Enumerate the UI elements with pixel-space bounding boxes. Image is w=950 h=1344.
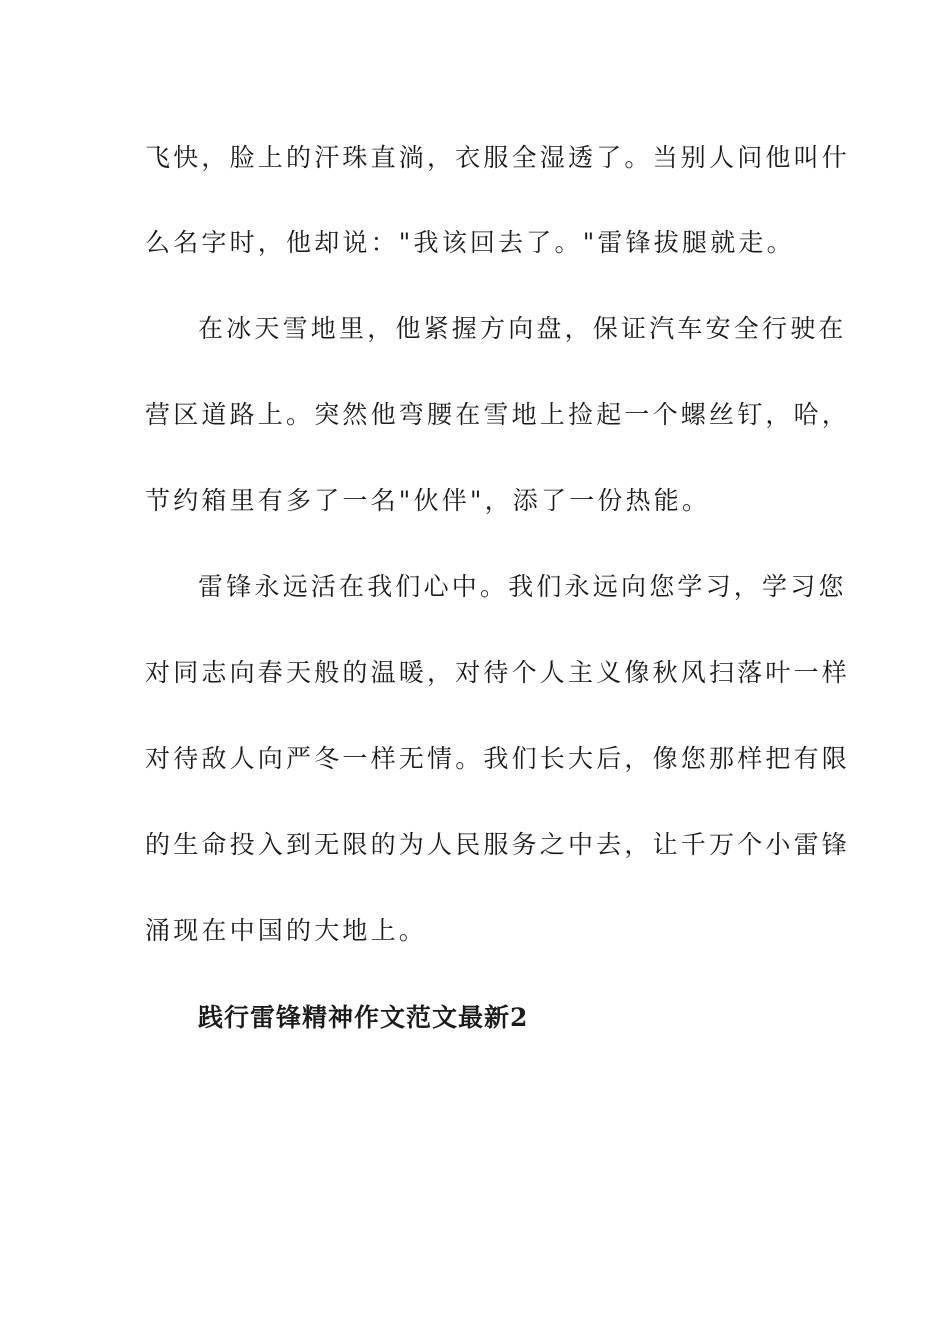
paragraph-line: 节约箱里有多了一名"伙伴"，添了一份热能。	[145, 486, 711, 515]
section-heading: 践行雷锋精神作文范文最新2	[198, 1003, 529, 1032]
paragraph-line: 对待敌人向严冬一样无情。我们长大后，像您那样把有限	[145, 744, 851, 773]
paragraph-line: 营区道路上。突然他弯腰在雪地上捡起一个螺丝钉，哈，	[145, 400, 851, 429]
paragraph-line: 在冰天雪地里，他紧握方向盘，保证汽车安全行驶在	[198, 314, 847, 343]
paragraph-line: 飞快，脸上的汗珠直淌，衣服全湿透了。当别人问他叫什	[145, 143, 851, 172]
paragraph-line: 涌现在中国的大地上。	[145, 916, 428, 945]
paragraph-line: 的生命投入到无限的为人民服务之中去，让千万个小雷锋	[145, 830, 851, 859]
paragraph-line: 么名字时，他却说："我该回去了。"雷锋拔腿就走。	[145, 228, 795, 257]
paragraph-line: 雷锋永远活在我们心中。我们永远向您学习，学习您	[198, 572, 847, 601]
paragraph-line: 对同志向春天般的温暖，对待个人主义像秋风扫落叶一样	[145, 658, 851, 687]
